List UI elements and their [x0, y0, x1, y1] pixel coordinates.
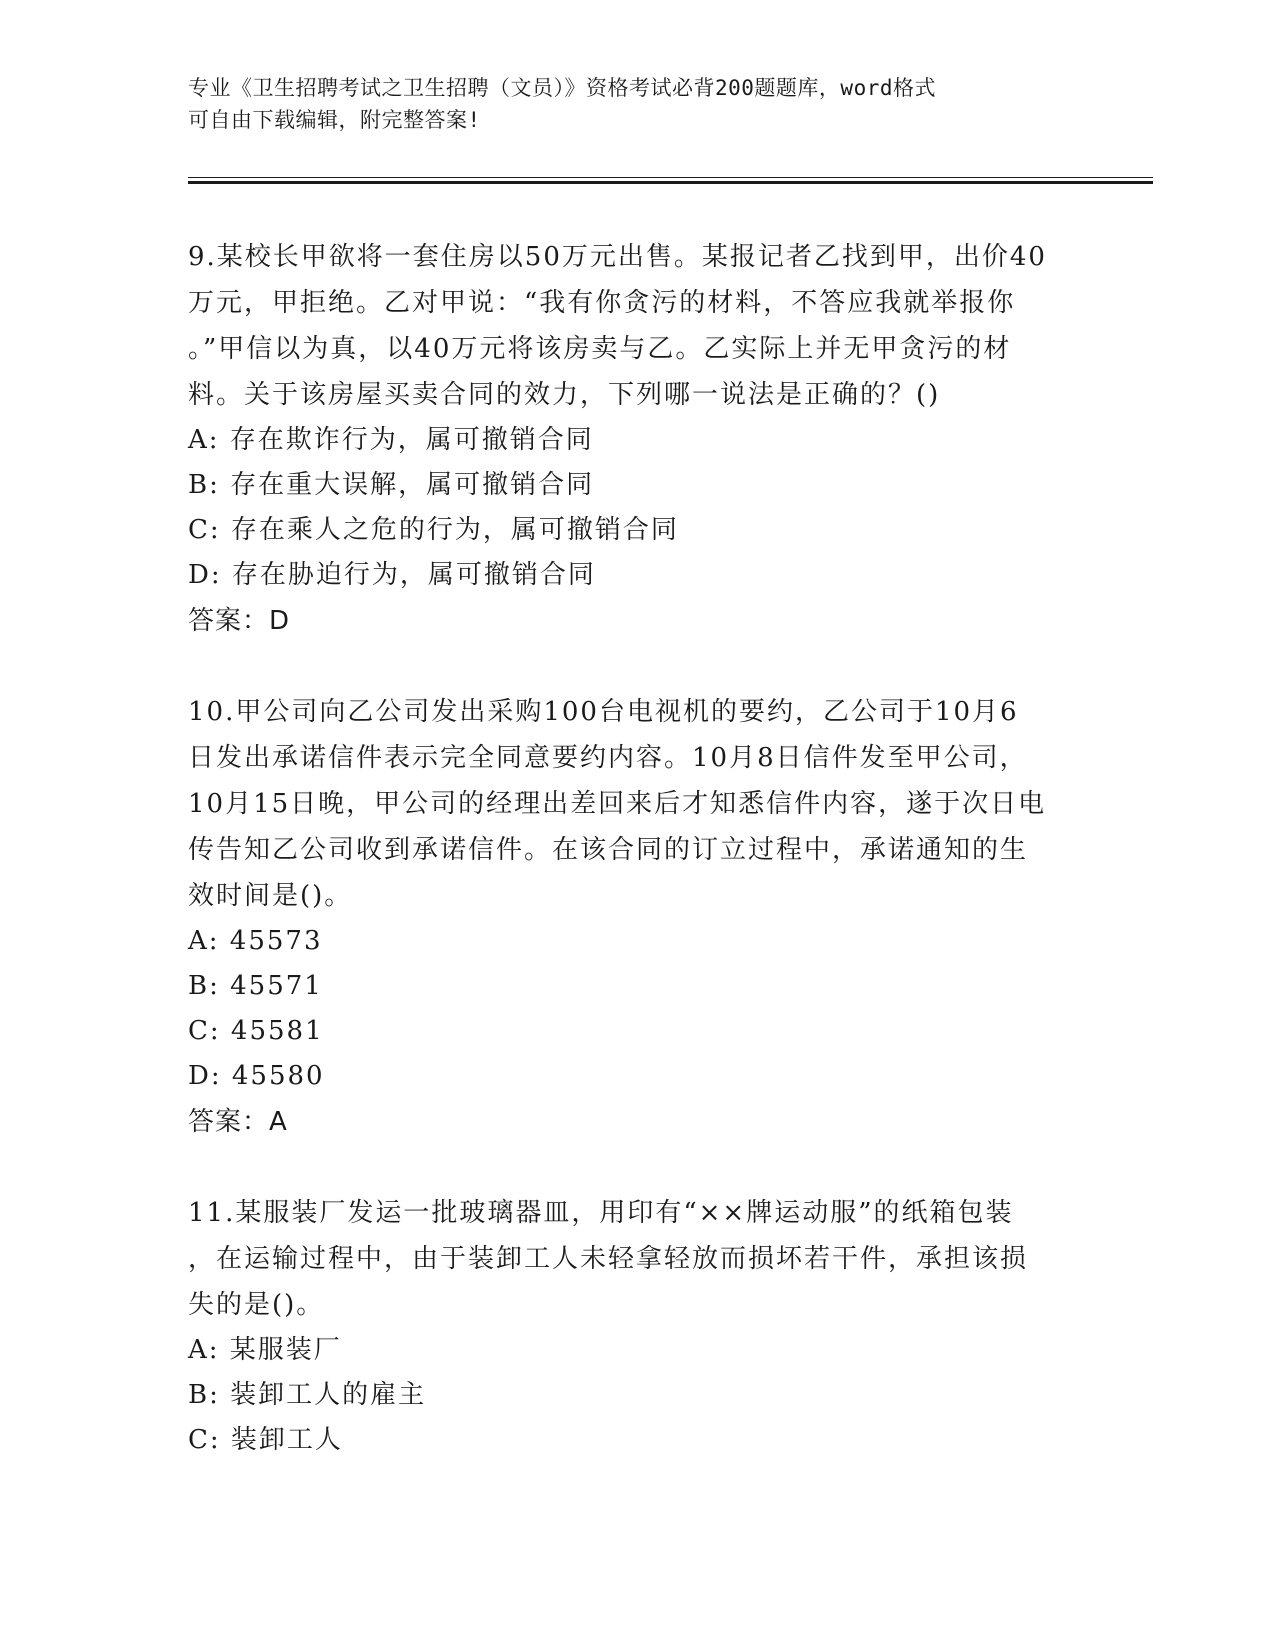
option-d: D: 45580 — [188, 1061, 325, 1091]
question-text-line: 11.某服装厂发运一批玻璃器皿，用印有“××牌运动服”的纸箱包装 — [188, 1198, 1014, 1228]
option-b: B: 存在重大误解，属可撤销合同 — [188, 470, 595, 500]
question-10 — [188, 689, 1088, 1145]
option-c: C: 45581 — [188, 1016, 324, 1046]
question-11 — [188, 1190, 1088, 1463]
document-header — [188, 72, 1088, 136]
header-line-2: 可自由下载编辑，附完整答案! — [188, 108, 481, 132]
header-divider-thin — [188, 177, 1153, 178]
option-c: C: 存在乘人之危的行为，属可撤销合同 — [188, 515, 679, 545]
option-a: A: 45573 — [188, 926, 323, 956]
question-text-line: 10月15日晚，甲公司的经理出差回来后才知悉信件内容，遂于次日电 — [188, 789, 1047, 819]
answer-label: 答案：A — [188, 1107, 288, 1137]
option-c: C: 装卸工人 — [188, 1425, 343, 1455]
question-text-line: 万元，甲拒绝。乙对甲说：“我有你贪污的材料，不答应我就举报你 — [188, 288, 1016, 318]
header-line-1: 专业《卫生招聘考试之卫生招聘（文员）》资格考试必背200题题库，word格式 — [188, 76, 936, 100]
option-d: D: 存在胁迫行为，属可撤销合同 — [188, 560, 596, 590]
option-b: B: 装卸工人的雇主 — [188, 1380, 427, 1410]
question-text-line: 。”甲信以为真，以40万元将该房卖与乙。乙实际上并无甲贪污的材 — [188, 334, 1012, 364]
header-divider-thick — [188, 181, 1153, 184]
option-b: B: 45571 — [188, 971, 323, 1001]
option-a: A: 某服装厂 — [188, 1335, 342, 1365]
question-9 — [188, 234, 1088, 644]
answer-label: 答案：D — [188, 606, 291, 636]
question-text-line: 失的是()。 — [188, 1290, 325, 1320]
question-text-line: ，在运输过程中，由于装卸工人未轻拿轻放而损坏若干件，承担该损 — [188, 1244, 1029, 1274]
question-text-line: 料。关于该房屋买卖合同的效力，下列哪一说法是正确的？() — [188, 380, 941, 410]
question-text-line: 传告知乙公司收到承诺信件。在该合同的订立过程中，承诺通知的生 — [188, 835, 1029, 865]
question-text-line: 10.甲公司向乙公司发出采购100台电视机的要约，乙公司于10月6 — [188, 697, 1019, 727]
question-text-line: 效时间是()。 — [188, 881, 353, 911]
question-text-line: 9.某校长甲欲将一套住房以50万元出售。某报记者乙找到甲，出价40 — [188, 242, 1047, 272]
question-text-line: 日发出承诺信件表示完全同意要约内容。10月8日信件发至甲公司， — [188, 743, 1028, 773]
option-a: A: 存在欺诈行为，属可撤销合同 — [188, 425, 594, 455]
